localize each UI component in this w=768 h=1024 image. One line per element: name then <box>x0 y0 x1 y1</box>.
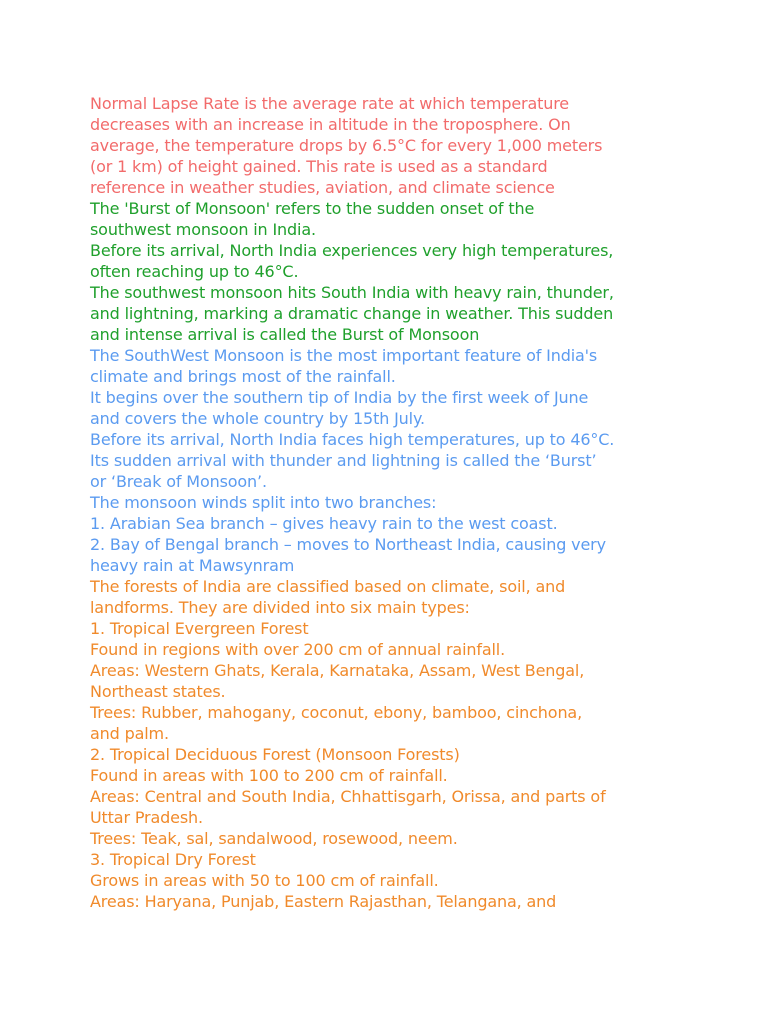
paragraph <box>90 387 750 429</box>
paragraph <box>90 891 750 912</box>
text-line: The forests of India are classified based on climate, soil, and <box>90 577 566 596</box>
text-line: and palm. <box>90 724 169 743</box>
text-section <box>90 93 750 198</box>
text-line: Areas: Western Ghats, Kerala, Karnataka, Assam, West Bengal, <box>90 661 585 680</box>
text-line: Before its arrival, North India experiences very high temperatures, <box>90 241 614 260</box>
paragraph <box>90 513 750 534</box>
document-page <box>90 93 750 912</box>
text-line: Areas: Central and South India, Chhattisgarh, Orissa, and parts of <box>90 787 606 806</box>
text-line: landforms. They are divided into six main types: <box>90 598 470 617</box>
text-line: The monsoon winds split into two branches: <box>90 493 437 512</box>
text-line: The 'Burst of Monsoon' refers to the sudden onset of the <box>90 199 535 218</box>
text-line: Uttar Pradesh. <box>90 808 203 827</box>
paragraph <box>90 828 750 849</box>
text-line: heavy rain at Mawsynram <box>90 556 295 575</box>
text-line: and lightning, marking a dramatic change in weather. This sudden <box>90 304 614 323</box>
paragraph <box>90 282 750 345</box>
text-line: The southwest monsoon hits South India with heavy rain, thunder, <box>90 283 614 302</box>
paragraph <box>90 786 750 828</box>
text-line: Found in regions with over 200 cm of annual rainfall. <box>90 640 506 659</box>
text-line: Areas: Haryana, Punjab, Eastern Rajasthan, Telangana, and <box>90 892 557 911</box>
text-line: Trees: Teak, sal, sandalwood, rosewood, neem. <box>90 829 458 848</box>
paragraph <box>90 576 750 618</box>
paragraph <box>90 870 750 891</box>
text-line: Grows in areas with 50 to 100 cm of rainfall. <box>90 871 439 890</box>
text-line: Its sudden arrival with thunder and lightning is called the ‘Burst’ <box>90 451 597 470</box>
paragraph <box>90 534 750 576</box>
text-line: climate and brings most of the rainfall. <box>90 367 396 386</box>
paragraph <box>90 660 750 702</box>
text-line: Found in areas with 100 to 200 cm of rainfall. <box>90 766 448 785</box>
paragraph <box>90 765 750 786</box>
text-line: It begins over the southern tip of India by the first week of June <box>90 388 589 407</box>
text-line: (or 1 km) of height gained. This rate is used as a standard <box>90 157 548 176</box>
text-section <box>90 198 750 345</box>
text-line: average, the temperature drops by 6.5°C for every 1,000 meters <box>90 136 603 155</box>
text-line: decreases with an increase in altitude in the troposphere. On <box>90 115 571 134</box>
text-line: reference in weather studies, aviation, and climate science <box>90 178 555 197</box>
text-line: 2. Tropical Deciduous Forest (Monsoon Forests) <box>90 745 460 764</box>
text-section <box>90 576 750 912</box>
text-line: The SouthWest Monsoon is the most important feature of India's <box>90 346 598 365</box>
paragraph <box>90 240 750 282</box>
text-line: or ‘Break of Monsoon’. <box>90 472 267 491</box>
paragraph <box>90 198 750 240</box>
paragraph <box>90 702 750 744</box>
text-line: often reaching up to 46°C. <box>90 262 299 281</box>
paragraph <box>90 639 750 660</box>
document-body <box>90 93 750 912</box>
text-line: southwest monsoon in India. <box>90 220 316 239</box>
paragraph <box>90 618 750 639</box>
text-line: 1. Arabian Sea branch – gives heavy rain to the west coast. <box>90 514 558 533</box>
text-line: 1. Tropical Evergreen Forest <box>90 619 309 638</box>
text-line: Normal Lapse Rate is the average rate at which temperature <box>90 94 570 113</box>
text-line: Trees: Rubber, mahogany, coconut, ebony, bamboo, cinchona, <box>90 703 583 722</box>
paragraph <box>90 849 750 870</box>
text-line: and covers the whole country by 15th July. <box>90 409 425 428</box>
paragraph <box>90 429 750 492</box>
text-line: and intense arrival is called the Burst of Monsoon <box>90 325 480 344</box>
text-line: Northeast states. <box>90 682 226 701</box>
paragraph <box>90 744 750 765</box>
text-section <box>90 345 750 576</box>
paragraph <box>90 93 750 198</box>
text-line: 3. Tropical Dry Forest <box>90 850 256 869</box>
text-line: 2. Bay of Bengal branch – moves to Northeast India, causing very <box>90 535 606 554</box>
text-line: Before its arrival, North India faces high temperatures, up to 46°C. <box>90 430 615 449</box>
paragraph <box>90 345 750 387</box>
paragraph <box>90 492 750 513</box>
